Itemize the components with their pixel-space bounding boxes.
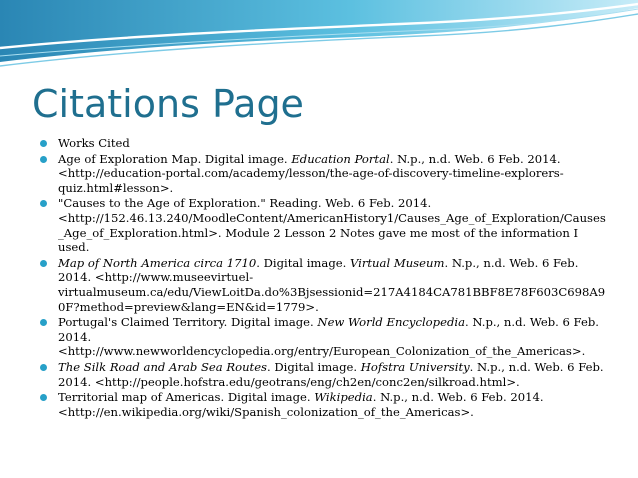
citation-text: . Digital image.	[267, 359, 361, 374]
bullet-icon	[40, 319, 47, 326]
citation-text: . N.p., n.d. Web. 6 Feb. 2014. <http://people.hofstra.edu/geotrans/eng/ch2en/conc2en/silkroad.html>.	[58, 359, 604, 389]
citation-text: . Digital image.	[256, 255, 350, 270]
citation-text: Age of Exploration Map. Digital image.	[58, 151, 292, 166]
citation-text: Virtual Museum	[349, 255, 445, 270]
citation-text: . N.p., n.d. Web. 6 Feb. 2014. <http://www.newworldencyclopedia.org/entry/European_Colonization_of_the_Americas>.	[58, 315, 599, 359]
citation-list	[40, 136, 608, 420]
citation-item	[40, 136, 608, 151]
citation-item	[40, 196, 608, 254]
citation-text: "Causes to the Age of Exploration." Reading. Web. 6 Feb. 2014. <http://152.46.13.240/MoodleContent/AmericanHistory1/Causes_Age_of_Exploration/Causes_Age_of_Exploration.html>. Module 2 Lesson 2 Notes gave me most of the information I used.	[58, 196, 606, 255]
citation-text: Territorial map of Americas. Digital image.	[58, 390, 315, 405]
citation-text: Map of North America circa 1710	[58, 255, 257, 270]
bullet-icon	[40, 260, 47, 267]
citation-text: New World Encyclopedia	[317, 315, 465, 330]
citation-text: Hofstra University	[360, 359, 470, 374]
page-title: Citations Page	[32, 82, 304, 126]
decorative-wave-banner	[0, 0, 638, 80]
citation-item	[40, 315, 608, 359]
citation-text: . N.p., n.d. Web. 6 Feb. 2014. <http://www.museevirtuel-virtualmuseum.ca/edu/ViewLoitDa.do%3Bjsessionid=217A4184CA781BBF8E78F603C698A90F?method=preview&lang=EN&id=1779>.	[58, 255, 606, 314]
citation-text: Education Portal	[291, 151, 390, 166]
bullet-icon	[40, 200, 47, 207]
citation-text: Works Cited	[58, 136, 130, 150]
citation-text: The Silk Road and Arab Sea Routes	[58, 359, 268, 374]
bullet-icon	[40, 156, 47, 163]
citation-text: . N.p., n.d. Web. 6 Feb. 2014. <http://en.wikipedia.org/wiki/Spanish_colonization_of_the_Americas>.	[58, 390, 544, 419]
citation-item	[40, 360, 608, 389]
citation-item	[40, 390, 608, 419]
bullet-icon	[40, 140, 47, 147]
citation-item	[40, 256, 608, 314]
citation-item	[40, 152, 608, 196]
bullet-icon	[40, 394, 47, 401]
citation-text: Wikipedia	[314, 390, 373, 405]
citation-text: . N.p., n.d. Web. 6 Feb. 2014. <http://education-portal.com/academy/lesson/the-age-of-discovery-timeline-explorers-quiz.html#lesson>.	[58, 151, 564, 195]
citation-text: Portugal's Claimed Territory. Digital image.	[58, 315, 318, 330]
bullet-icon	[40, 364, 47, 371]
